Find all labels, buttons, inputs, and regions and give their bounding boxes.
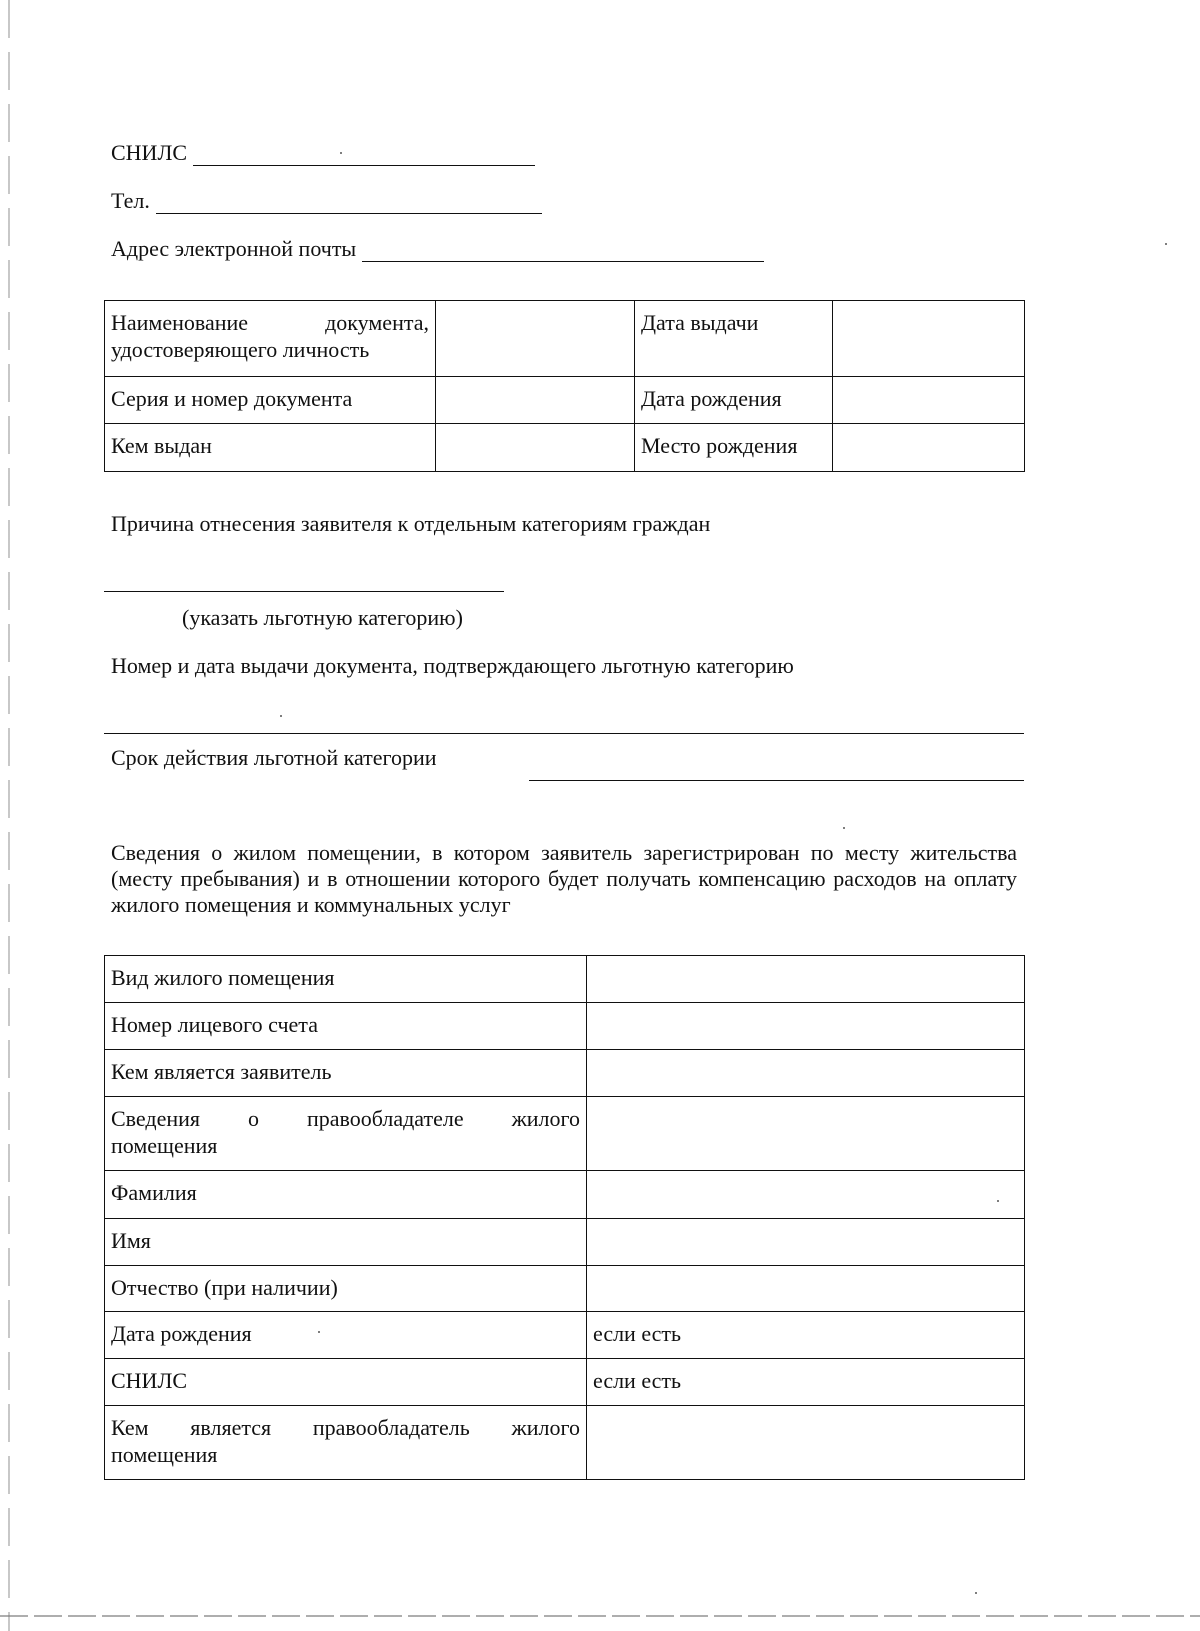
applicant-role-label: Кем является заявитель <box>105 1050 587 1097</box>
account-number-label: Номер лицевого счета <box>105 1003 587 1050</box>
scan-speck <box>843 827 845 829</box>
owner-info-input[interactable] <box>587 1097 1025 1171</box>
housing-intro-paragraph: Сведения о жилом помещении, в котором заявитель зарегистрирован по месту жительства (месту пребывания) и в отношении которого будет получать компенсацию расходов на оплату жилого помещения и коммунальных услуг <box>111 840 1017 917</box>
identity-doc-name-input[interactable] <box>436 301 635 377</box>
table-row <box>105 1219 1025 1266</box>
table-row <box>105 301 1025 377</box>
category-document-blank-line[interactable] <box>104 733 1024 734</box>
phone-blank-line[interactable] <box>156 190 542 214</box>
owner-snils-label: СНИЛС <box>105 1359 587 1406</box>
scan-left-edge <box>8 0 10 1631</box>
scan-speck <box>280 715 282 717</box>
table-row <box>105 956 1025 1003</box>
snils-field[interactable] <box>111 140 535 166</box>
scan-bottom-edge <box>0 1615 1200 1617</box>
phone-label: Тел. <box>111 188 150 213</box>
applicant-role-input[interactable] <box>587 1050 1025 1097</box>
table-row <box>105 1266 1025 1312</box>
issue-date-input[interactable] <box>833 301 1025 377</box>
table-row <box>105 1171 1025 1219</box>
account-number-input[interactable] <box>587 1003 1025 1050</box>
table-row <box>105 1050 1025 1097</box>
table-row <box>105 1097 1025 1171</box>
scan-speck <box>975 1592 977 1594</box>
table-row <box>105 1003 1025 1050</box>
table-row <box>105 424 1025 472</box>
phone-field[interactable] <box>111 188 542 214</box>
owner-snils-input[interactable]: если есть <box>587 1359 1025 1406</box>
identity-doc-name-label: Наименование документа, удостоверяющего личность <box>105 301 436 377</box>
email-field[interactable] <box>111 236 764 262</box>
owner-role-label: Кем является правообладатель жилого помещения <box>105 1406 587 1480</box>
email-blank-line[interactable] <box>362 238 764 262</box>
doc-series-number-label: Серия и номер документа <box>105 377 436 424</box>
category-blank-line[interactable] <box>104 591 504 592</box>
table-row <box>105 1406 1025 1480</box>
snils-label: СНИЛС <box>111 140 188 165</box>
owner-role-input[interactable] <box>587 1406 1025 1480</box>
table-row <box>105 1359 1025 1406</box>
owner-info-label: Сведения о правообладателе жилого помещения <box>105 1097 587 1171</box>
owner-birth-date-label: Дата рождения <box>105 1312 587 1359</box>
identity-table <box>104 300 1025 472</box>
birth-date-label: Дата рождения <box>635 377 833 424</box>
issue-date-label: Дата выдачи <box>635 301 833 377</box>
issued-by-label: Кем выдан <box>105 424 436 472</box>
patronymic-input[interactable] <box>587 1266 1025 1312</box>
email-label: Адрес электронной почты <box>111 236 357 261</box>
birth-place-input[interactable] <box>833 424 1025 472</box>
patronymic-label: Отчество (при наличии) <box>105 1266 587 1312</box>
scan-speck <box>1165 243 1167 245</box>
snils-blank-line[interactable] <box>193 142 535 166</box>
birth-date-input[interactable] <box>833 377 1025 424</box>
housing-type-input[interactable] <box>587 956 1025 1003</box>
owner-birth-date-input[interactable]: если есть <box>587 1312 1025 1359</box>
category-validity-label: Срок действия льготной категории <box>111 745 437 770</box>
category-reason-label: Причина отнесения заявителя к отдельным категориям граждан <box>111 511 711 536</box>
first-name-label: Имя <box>105 1219 587 1266</box>
category-document-label: Номер и дата выдачи документа, подтверждающего льготную категорию <box>111 653 794 678</box>
housing-table <box>104 955 1025 1480</box>
table-row <box>105 1312 1025 1359</box>
first-name-input[interactable] <box>587 1219 1025 1266</box>
birth-place-label: Место рождения <box>635 424 833 472</box>
category-validity-blank-line[interactable] <box>529 780 1024 781</box>
category-hint: (указать льготную категорию) <box>182 605 463 630</box>
surname-label: Фамилия <box>105 1171 587 1219</box>
table-row <box>105 377 1025 424</box>
doc-series-number-input[interactable] <box>436 377 635 424</box>
housing-type-label: Вид жилого помещения <box>105 956 587 1003</box>
surname-input[interactable] <box>587 1171 1025 1219</box>
issued-by-input[interactable] <box>436 424 635 472</box>
